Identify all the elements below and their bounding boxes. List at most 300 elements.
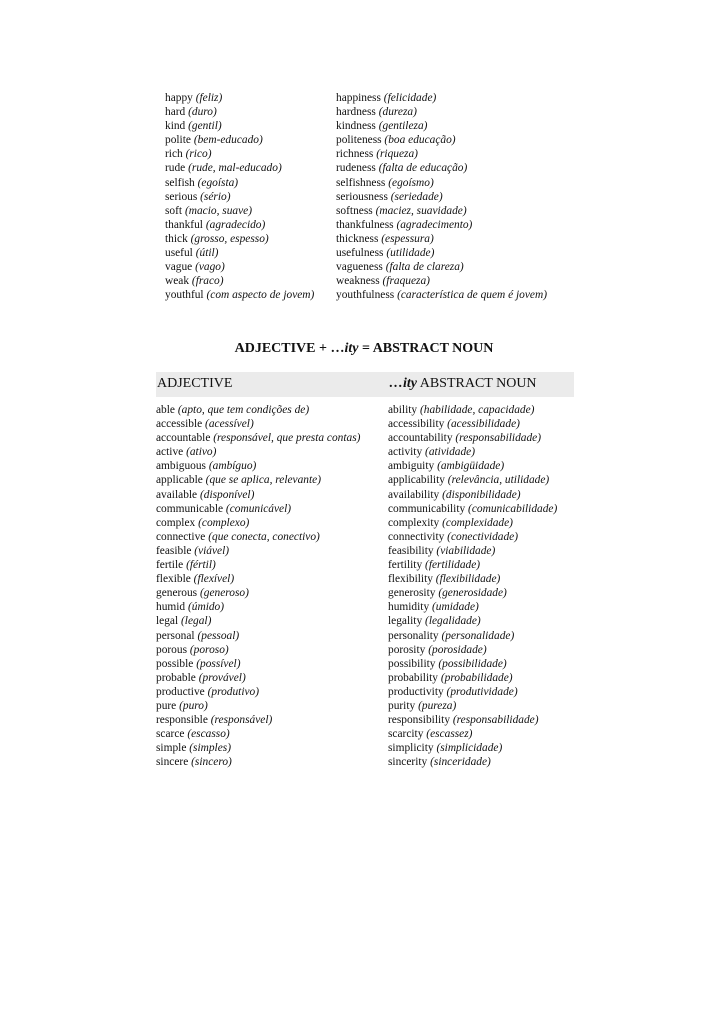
noun-word: availability: [388, 488, 440, 501]
table-row: [156, 586, 574, 600]
noun-word: personality: [388, 629, 439, 642]
noun-cell: [336, 105, 417, 119]
noun-cell: [336, 260, 464, 274]
noun-word: possibility: [388, 657, 436, 670]
adjective-word: youthful: [165, 289, 204, 302]
adjective-translation: (com aspecto de jovem): [206, 289, 315, 302]
table-body: [156, 403, 574, 769]
adjective-cell: [156, 473, 388, 487]
adjective-word: thick: [165, 232, 188, 245]
noun-column-header: [389, 377, 537, 391]
adjective-word: rude: [165, 162, 186, 175]
noun-word: responsibility: [388, 714, 451, 727]
adjective-cell: [165, 176, 336, 190]
adjective-cell: [156, 417, 388, 431]
adjective-cell: [156, 614, 388, 628]
adjective-cell: [156, 445, 388, 459]
noun-header-rest: ABSTRACT NOUN: [417, 376, 537, 392]
noun-word: sincerity: [388, 756, 428, 769]
table-row: [156, 755, 574, 769]
noun-word: seriousness: [336, 190, 388, 203]
noun-translation: (espessura): [381, 232, 434, 245]
ness-word-table: [165, 91, 547, 302]
adjective-translation: (agradecido): [205, 218, 266, 231]
noun-word: politeness: [336, 134, 382, 147]
noun-word: purity: [388, 699, 416, 712]
adjective-translation: (ambíguo): [208, 460, 257, 473]
adjective-cell: [156, 671, 388, 685]
table-row: [156, 643, 574, 657]
noun-word: simplicity: [388, 742, 434, 755]
adjective-cell: [165, 232, 336, 246]
noun-word: feasibility: [388, 544, 434, 557]
adjective-translation: (gentil): [188, 120, 222, 133]
adjective-word: accessible: [156, 418, 203, 431]
table-row: [165, 246, 547, 260]
adjective-cell: [156, 530, 388, 544]
adjective-word: fertile: [156, 559, 184, 572]
adjective-cell: [156, 488, 388, 502]
adjective-word: responsible: [156, 714, 208, 727]
noun-cell: [336, 91, 436, 105]
adjective-translation: (bem-educado): [193, 134, 263, 147]
table-row: [165, 105, 547, 119]
adjective-cell: [156, 727, 388, 741]
noun-word: applicability: [388, 474, 445, 487]
adjective-cell: [165, 218, 336, 232]
noun-header-suffix: ity: [403, 376, 417, 392]
table-row: [156, 516, 574, 530]
noun-word: scarcity: [388, 728, 424, 741]
noun-cell: [388, 488, 521, 502]
adjective-translation: (acessível): [205, 418, 254, 431]
noun-translation: (possibilidade): [438, 657, 507, 670]
table-row: [156, 473, 574, 487]
noun-word: porosity: [388, 643, 426, 656]
adjective-word: soft: [165, 204, 183, 217]
noun-cell: [336, 133, 456, 147]
adjective-word: complex: [156, 516, 196, 529]
adjective-word: useful: [165, 247, 193, 260]
table-row: [156, 558, 574, 572]
adjective-cell: [165, 161, 336, 175]
table-row: [165, 204, 547, 218]
adjective-cell: [156, 713, 388, 727]
table-row: [156, 600, 574, 614]
adjective-cell: [156, 459, 388, 473]
table-row: [156, 417, 574, 431]
adjective-translation: (pessoal): [197, 629, 240, 642]
adjective-word: generous: [156, 587, 198, 600]
noun-word: kindness: [336, 120, 376, 133]
noun-cell: [336, 218, 472, 232]
noun-cell: [388, 530, 518, 544]
noun-cell: [388, 600, 479, 614]
adjective-translation: (apto, que tem condições de): [177, 404, 310, 416]
adjective-word: kind: [165, 120, 186, 133]
adjective-cell: [156, 544, 388, 558]
adjective-translation: (disponível): [199, 488, 255, 501]
adjective-word: sincere: [156, 756, 189, 769]
noun-cell: [388, 445, 475, 459]
adjective-cell: [165, 119, 336, 133]
noun-translation: (riqueza): [376, 148, 418, 161]
table-row: [156, 530, 574, 544]
adjective-translation: (responsável, que presta contas): [213, 432, 361, 445]
noun-translation: (maciez, suavidade): [375, 204, 467, 217]
noun-word: complexity: [388, 516, 440, 529]
adjective-translation: (rude, mal-educado): [188, 162, 282, 175]
adjective-word: polite: [165, 134, 191, 147]
noun-cell: [388, 699, 456, 713]
noun-translation: (conectividade): [447, 530, 519, 543]
heading-prefix: ADJECTIVE + …: [234, 341, 345, 356]
adjective-translation: (grosso, espesso): [190, 232, 269, 245]
noun-word: softness: [336, 204, 373, 217]
noun-translation: (ambigüidade): [437, 460, 505, 473]
noun-word: fertility: [388, 559, 423, 572]
adjective-translation: (macio, suave): [184, 204, 253, 217]
noun-translation: (sinceridade): [430, 756, 491, 769]
adjective-translation: (escasso): [187, 728, 230, 741]
noun-word: youthfulness: [336, 289, 395, 302]
adjective-translation: (generoso): [199, 587, 249, 600]
adjective-translation: (possível): [196, 657, 241, 670]
noun-word: productivity: [388, 685, 444, 698]
noun-cell: [388, 755, 491, 769]
noun-header-prefix: …: [389, 376, 403, 392]
noun-word: flexibility: [388, 573, 433, 586]
noun-word: rudeness: [336, 162, 376, 175]
noun-translation: (responsabilidade): [452, 714, 539, 727]
adjective-cell: [165, 288, 336, 302]
noun-translation: (egoísmo): [388, 176, 434, 189]
noun-cell: [388, 671, 513, 685]
noun-word: probability: [388, 671, 438, 684]
table-row: [156, 727, 574, 741]
noun-cell: [388, 473, 549, 487]
adjective-cell: [156, 657, 388, 671]
noun-translation: (seriedade): [390, 190, 443, 203]
noun-translation: (disponibilidade): [442, 488, 521, 501]
table-row: [156, 741, 574, 755]
adjective-translation: (que conecta, conectivo): [208, 530, 320, 543]
noun-word: vagueness: [336, 261, 383, 274]
table-row: [156, 629, 574, 643]
adjective-cell: [156, 685, 388, 699]
noun-word: connectivity: [388, 530, 445, 543]
table-row: [165, 288, 547, 302]
adjective-word: communicable: [156, 502, 224, 515]
table-row: [156, 699, 574, 713]
adjective-cell: [165, 91, 336, 105]
adjective-column-header: ADJECTIVE: [157, 376, 233, 392]
adjective-cell: [156, 558, 388, 572]
noun-word: ability: [388, 404, 418, 416]
adjective-translation: (poroso): [189, 643, 229, 656]
table-row: [156, 502, 574, 516]
noun-cell: [336, 119, 427, 133]
noun-word: happiness: [336, 92, 381, 104]
noun-word: thickness: [336, 232, 379, 245]
noun-translation: (utilidade): [386, 247, 435, 260]
adjective-word: ambiguous: [156, 460, 206, 473]
table-row: [165, 190, 547, 204]
adjective-word: weak: [165, 275, 190, 288]
adjective-word: pure: [156, 699, 177, 712]
adjective-cell: [156, 502, 388, 516]
noun-cell: [388, 727, 472, 741]
noun-cell: [336, 204, 467, 218]
noun-translation: (generosidade): [438, 587, 507, 600]
noun-cell: [388, 741, 502, 755]
noun-translation: (falta de educação): [378, 162, 468, 175]
noun-translation: (felicidade): [383, 92, 437, 104]
adjective-cell: [156, 755, 388, 769]
noun-cell: [336, 176, 434, 190]
noun-translation: (flexibilidade): [435, 573, 501, 586]
noun-cell: [388, 629, 514, 643]
noun-word: communicability: [388, 502, 466, 515]
noun-translation: (relevância, utilidade): [447, 474, 550, 487]
adjective-word: humid: [156, 601, 186, 614]
adjective-translation: (comunicável): [225, 502, 292, 515]
noun-cell: [388, 544, 495, 558]
noun-word: richness: [336, 148, 374, 161]
noun-translation: (pureza): [418, 699, 457, 712]
adjective-word: accountable: [156, 432, 211, 445]
noun-cell: [388, 572, 500, 586]
noun-word: weakness: [336, 275, 380, 288]
table-row: [156, 671, 574, 685]
adjective-cell: [165, 274, 336, 288]
adjective-translation: (ativo): [186, 446, 217, 459]
adjective-translation: (viável): [194, 544, 230, 557]
adjective-translation: (fraco): [191, 275, 224, 288]
table-row: [165, 91, 547, 105]
noun-translation: (atividade): [425, 446, 476, 459]
table-row: [165, 147, 547, 161]
adjective-word: able: [156, 404, 175, 416]
adjective-translation: (responsável): [210, 714, 273, 727]
noun-translation: (simplicidade): [436, 742, 503, 755]
adjective-cell: [165, 260, 336, 274]
noun-cell: [336, 147, 418, 161]
adjective-word: productive: [156, 685, 205, 698]
noun-cell: [336, 274, 430, 288]
noun-translation: (fertilidade): [425, 559, 481, 572]
adjective-translation: (rico): [185, 148, 212, 161]
noun-translation: (legalidade): [425, 615, 481, 628]
table-row: [156, 713, 574, 727]
adjective-cell: [156, 600, 388, 614]
adjective-translation: (legal): [181, 615, 212, 628]
adjective-cell: [156, 741, 388, 755]
adjective-word: active: [156, 446, 184, 459]
noun-translation: (porosidade): [428, 643, 487, 656]
noun-cell: [388, 502, 557, 516]
adjective-translation: (simples): [189, 742, 231, 755]
noun-translation: (boa educação): [384, 134, 456, 147]
table-row: [156, 445, 574, 459]
adjective-word: vague: [165, 261, 193, 274]
noun-word: hardness: [336, 106, 376, 119]
noun-translation: (acessibilidade): [447, 418, 520, 431]
table-header: [156, 372, 574, 397]
noun-cell: [336, 288, 547, 302]
adjective-cell: [156, 572, 388, 586]
adjective-cell: [156, 431, 388, 445]
adjective-translation: (que se aplica, relevante): [205, 474, 322, 487]
adjective-cell: [156, 516, 388, 530]
noun-word: thankfulness: [336, 218, 394, 231]
noun-cell: [388, 586, 507, 600]
table-row: [165, 176, 547, 190]
adjective-cell: [156, 699, 388, 713]
adjective-word: probable: [156, 671, 196, 684]
noun-word: accessibility: [388, 418, 445, 431]
adjective-word: serious: [165, 190, 198, 203]
noun-word: humidity: [388, 601, 430, 614]
adjective-word: connective: [156, 530, 206, 543]
adjective-word: feasible: [156, 544, 192, 557]
table-row: [165, 274, 547, 288]
noun-cell: [336, 246, 434, 260]
adjective-translation: (puro): [179, 699, 208, 712]
table-row: [156, 403, 574, 417]
adjective-translation: (útil): [195, 247, 219, 260]
noun-translation: (viabilidade): [436, 544, 496, 557]
adjective-translation: (úmido): [187, 601, 225, 614]
adjective-translation: (sincero): [191, 756, 232, 769]
adjective-cell: [156, 629, 388, 643]
noun-translation: (probabilidade): [440, 671, 513, 684]
adjective-translation: (duro): [188, 106, 217, 119]
noun-cell: [388, 614, 481, 628]
noun-translation: (agradecimento): [396, 218, 473, 231]
noun-cell: [388, 459, 504, 473]
adjective-cell: [165, 147, 336, 161]
noun-cell: [336, 161, 467, 175]
noun-word: legality: [388, 615, 423, 628]
noun-word: selfishness: [336, 176, 386, 189]
noun-cell: [388, 643, 487, 657]
adjective-translation: (egoísta): [197, 176, 239, 189]
adjective-word: available: [156, 488, 198, 501]
adjective-translation: (sério): [200, 190, 231, 203]
adjective-cell: [156, 403, 388, 417]
noun-cell: [388, 713, 539, 727]
table-row: [156, 544, 574, 558]
noun-translation: (característica de quem é jovem): [397, 289, 547, 302]
noun-translation: (personalidade): [441, 629, 515, 642]
noun-word: ambiguity: [388, 460, 435, 473]
noun-cell: [388, 685, 518, 699]
adjective-word: personal: [156, 629, 195, 642]
noun-cell: [388, 403, 534, 417]
noun-translation: (fraqueza): [382, 275, 430, 288]
noun-cell: [336, 190, 443, 204]
adjective-word: scarce: [156, 728, 185, 741]
adjective-word: happy: [165, 92, 193, 104]
adjective-word: selfish: [165, 176, 195, 189]
noun-translation: (falta de clareza): [385, 261, 464, 274]
noun-cell: [388, 558, 480, 572]
noun-word: usefulness: [336, 247, 384, 260]
table-row: [165, 119, 547, 133]
table-row: [156, 572, 574, 586]
noun-cell: [388, 417, 520, 431]
noun-translation: (complexidade): [442, 516, 513, 529]
noun-word: activity: [388, 446, 423, 459]
adjective-word: rich: [165, 148, 183, 161]
adjective-cell: [165, 246, 336, 260]
adjective-translation: (feliz): [195, 92, 223, 104]
table-row: [156, 488, 574, 502]
adjective-translation: (vago): [195, 261, 225, 274]
adjective-word: possible: [156, 657, 194, 670]
adjective-cell: [165, 204, 336, 218]
adjective-cell: [165, 133, 336, 147]
noun-translation: (responsabilidade): [455, 432, 542, 445]
adjective-cell: [156, 643, 388, 657]
noun-cell: [388, 431, 541, 445]
adjective-translation: (fértil): [186, 559, 216, 572]
table-row: [156, 657, 574, 671]
noun-cell: [388, 516, 513, 530]
adjective-word: hard: [165, 106, 186, 119]
adjective-word: applicable: [156, 474, 203, 487]
noun-translation: (habilidade, capacidade): [419, 404, 535, 416]
table-row: [165, 232, 547, 246]
adjective-translation: (flexível): [193, 573, 235, 586]
adjective-word: legal: [156, 615, 179, 628]
section-heading: [0, 341, 728, 357]
ity-word-table: [156, 372, 574, 769]
adjective-translation: (produtivo): [207, 685, 260, 698]
table-row: [165, 133, 547, 147]
adjective-word: porous: [156, 643, 188, 656]
heading-suffix: ity: [344, 341, 359, 356]
noun-translation: (dureza): [378, 106, 417, 119]
adjective-word: simple: [156, 742, 187, 755]
adjective-word: flexible: [156, 573, 191, 586]
noun-translation: (umidade): [432, 601, 479, 614]
table-row: [165, 218, 547, 232]
noun-cell: [336, 232, 434, 246]
adjective-translation: (complexo): [198, 516, 250, 529]
adjective-translation: (provável): [198, 671, 246, 684]
noun-translation: (escassez): [426, 728, 473, 741]
table-row: [165, 260, 547, 274]
noun-word: accountability: [388, 432, 453, 445]
adjective-cell: [156, 586, 388, 600]
table-row: [156, 614, 574, 628]
noun-translation: (comunicabilidade): [468, 502, 558, 515]
noun-translation: (produtividade): [446, 685, 518, 698]
noun-cell: [388, 657, 507, 671]
table-row: [156, 431, 574, 445]
noun-word: generosity: [388, 587, 436, 600]
heading-rest: = ABSTRACT NOUN: [358, 341, 494, 356]
adjective-cell: [165, 105, 336, 119]
table-row: [165, 161, 547, 175]
adjective-cell: [165, 190, 336, 204]
table-row: [156, 685, 574, 699]
adjective-word: thankful: [165, 218, 203, 231]
table-row: [156, 459, 574, 473]
noun-translation: (gentileza): [378, 120, 428, 133]
